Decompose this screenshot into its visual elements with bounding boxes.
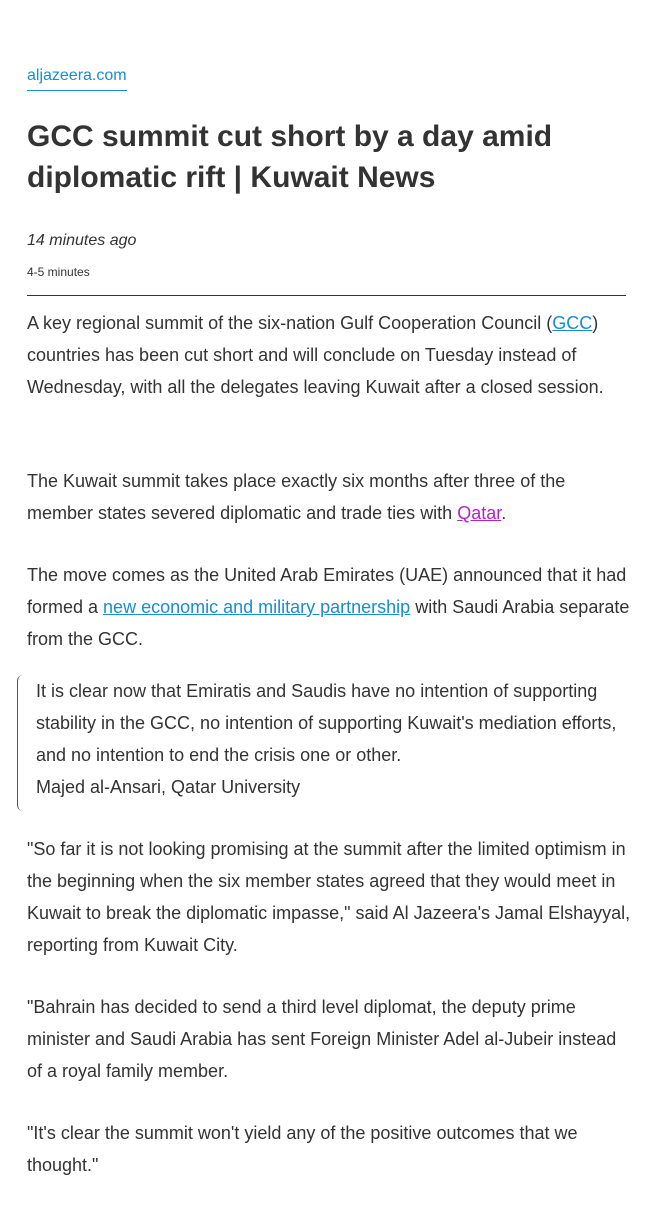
qatar-link[interactable]: Qatar — [457, 503, 502, 523]
article-paragraph-6: "It's clear the summit won't yield any of the positive outcomes that we thought." — [27, 1123, 578, 1175]
reading-time: 4-5 minutes — [27, 265, 90, 279]
quote-text: It is clear now that Emiratis and Saudis have no intention of supporting stability in the GCC, no intention of supporting Kuwait's mediation efforts, and no intention to end the crisis one or other. — [36, 681, 617, 765]
paragraph-text: The Kuwait summit takes place exactly six months after three of the member states severed diplomatic and trade ties with — [27, 471, 566, 523]
article-title: GCC summit cut short by a day amid diplomatic rift | Kuwait News — [27, 120, 553, 194]
paragraph-text: . — [501, 503, 507, 523]
article-paragraph-2 — [27, 465, 632, 529]
source-domain-link[interactable]: aljazeera.com — [27, 65, 127, 91]
gcc-link[interactable]: GCC — [552, 313, 593, 333]
quote-attribution: Majed al-Ansari, Qatar University — [36, 777, 301, 797]
pull-quote — [17, 675, 622, 811]
paragraph-text: ) countries has been cut short and will conclude on Tuesday instead of Wednesday, with all the delegates leaving Kuwait after a closed session. — [27, 313, 604, 397]
article-paragraph-3 — [27, 559, 632, 655]
header-divider — [27, 295, 626, 296]
article-paragraph-4: "So far it is not looking promising at the summit after the limited optimism in the beginning when the six member states agreed that they would meet in Kuwait to break the diplomatic impasse," said Al Jazeera's Jamal Elshayyal, reporting from Kuwait City. — [27, 839, 631, 955]
paragraph-text: with Saudi Arabia separate from the GCC. — [27, 597, 630, 649]
article-paragraph-5: "Bahrain has decided to send a third level diplomat, the deputy prime minister and Saudi Arabia has sent Foreign Minister Adel al-Jubeir instead of a royal family member. — [27, 997, 617, 1081]
partnership-link[interactable]: new economic and military partnership — [103, 597, 411, 617]
paragraph-text: The move comes as the United Arab Emirates (UAE) announced that it had formed a — [27, 565, 627, 617]
paragraph-text: A key regional summit of the six-nation Gulf Cooperation Council ( — [27, 313, 553, 333]
published-time: 14 minutes ago — [27, 232, 137, 249]
article-paragraph-1 — [27, 307, 632, 403]
